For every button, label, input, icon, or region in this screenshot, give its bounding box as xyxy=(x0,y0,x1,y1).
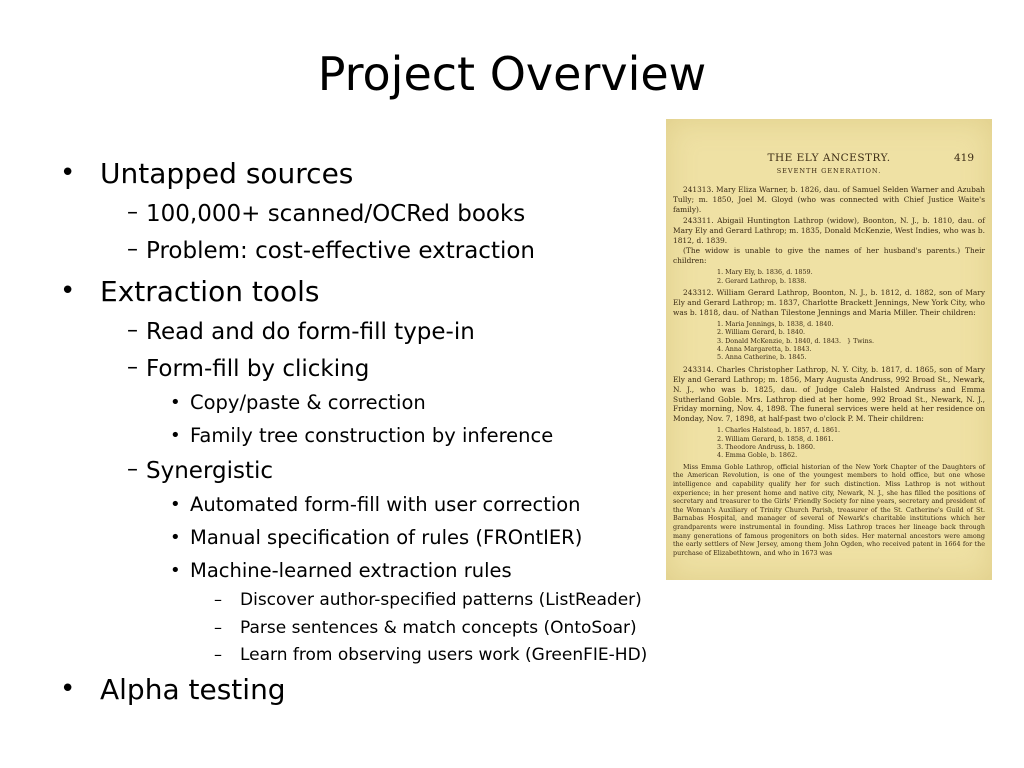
bullet-marker: • xyxy=(60,158,76,188)
bullet-extraction-tools: Extraction tools xyxy=(100,275,320,308)
child-entry: 4. Emma Goble, b. 1862. xyxy=(717,451,798,460)
bullet-family-tree: Family tree construction by inference xyxy=(190,424,554,447)
book-note-paragraph: Miss Emma Goble Lathrop, official historian of the New York Chapter of the Daughters of the American Revolution, is one of the youngest members to hold office, but one whose intelligence and capability qualify her for such distinction. Miss Lathrop is not without experience; in her present home and native city, Newark, N. J., she has filled the positions of secretary and treasurer to the Girls' Friendly Society for nine years, secretary and president of the Woman's Auxiliary of Trinity Church Parish, treasurer of the St. Catherine's Guild of St. Barnabas Hospital, and manager of several of Newark's charitable institutions which her grandparents were instrumental in founding. Miss Lathrop traces her lineage back through many generations of famous progenitors on both sides. Her maternal ancestors were among the early settlers of New Jersey, among them John Ogden, who received patent in 1664 for the purchase of Elizabethtown, and who in 1673 was xyxy=(673,462,985,557)
child-entry: 4. Anna Margaretta, b. 1843. xyxy=(717,345,812,353)
child-entry: 2. Gerard Lathrop, b. 1838. xyxy=(717,276,807,285)
child-entry: 3. Donald McKenzie, b. 1840, d. 1843. xyxy=(717,336,841,345)
children-list xyxy=(717,320,985,362)
bullet-marker: • xyxy=(60,674,76,704)
bullet-read-form-fill: Read and do form-fill type-in xyxy=(146,319,475,345)
child-entry: 1. Charles Halstead, b. 1857, d. 1861. xyxy=(717,426,841,435)
dash-marker: – xyxy=(127,237,138,262)
book-page-number: 419 xyxy=(953,152,974,164)
bullet-synergistic: Synergistic xyxy=(146,458,274,484)
twins-note: } Twins. xyxy=(847,336,875,345)
book-paragraph: 243311. Abigail Huntington Lathrop (widow), Boonton, N. J., b. 1810, dau. of Mary Ely and Gerard Lathrop; m. 1835, Donald McKenzie, West Indies, who was b. 1812, d. 1839. xyxy=(673,215,985,245)
scanned-book-page xyxy=(666,119,992,580)
bullet-parse-sentences: Parse sentences & match concepts (OntoSoar) xyxy=(240,618,637,638)
bullet-marker: • xyxy=(170,494,181,515)
bullet-marker: • xyxy=(170,560,181,581)
bullet-form-fill-clicking: Form-fill by clicking xyxy=(146,356,370,382)
dash-marker: – xyxy=(127,457,138,482)
book-page-header: THE ELY ANCESTRY. xyxy=(767,152,891,164)
bullet-manual-specification: Manual specification of rules (FROntIER) xyxy=(190,526,583,549)
dash-marker: – xyxy=(214,618,222,637)
bullet-scanned-books: 100,000+ scanned/OCRed books xyxy=(146,201,526,227)
bullet-untapped-sources: Untapped sources xyxy=(100,157,354,190)
child-entry: 1. Maria Jennings, b. 1838, d. 1840. xyxy=(717,319,834,328)
book-paragraph: 243314. Charles Christopher Lathrop, N. Y. City, b. 1817, d. 1865, son of Mary Ely and Gerard Lathrop; m. 1856, Mary Augusta Andruss, 992 Broad St., Newark, N. J., who was b. 1825, dau. of Judge Caleb Halsted Andruss and Emma Sutherland Goble. Mrs. Lathrop died at her home, 992 Broad St., Newark, N. J., Friday morning, Nov. 4, 1898. The funeral services were held at her residence on Monday, Nov. 7, 1898, at half-past two o'clock P. M. Their children: xyxy=(673,364,985,424)
dash-marker: – xyxy=(127,355,138,380)
children-list xyxy=(717,268,985,285)
slide-title: Project Overview xyxy=(317,47,707,101)
bullet-problem: Problem: cost-effective extraction xyxy=(146,238,536,264)
bullet-copy-paste: Copy/paste & correction xyxy=(190,391,426,414)
bullet-learn-from-users: Learn from observing users work (GreenFIE-HD) xyxy=(240,645,648,665)
bullet-alpha-testing: Alpha testing xyxy=(100,673,286,706)
book-page-subheader: SEVENTH GENERATION. xyxy=(776,167,882,175)
book-paragraph: 243312. William Gerard Lathrop, Boonton, N. J., b. 1812, d. 1882, son of Mary Ely and Gerard Lathrop; m. 1837, Charlotte Brackett Jennings, New York City, who was b. 1818, dau. of Nathan Tilestone Jennings and Maria Miller. Their children: xyxy=(673,288,985,317)
bullet-marker: • xyxy=(60,276,76,306)
bullet-automated-form-fill: Automated form-fill with user correction xyxy=(190,493,581,516)
child-entry: 5. Anna Catherine, b. 1845. xyxy=(717,353,807,362)
bullet-discover-patterns: Discover author-specified patterns (ListReader) xyxy=(240,590,642,610)
children-list xyxy=(717,426,985,460)
child-entry: 3. Theodore Andruss, b. 1860. xyxy=(717,443,816,452)
book-paragraph: (The widow is unable to give the names of her husband's parents.) Their children: xyxy=(673,246,985,266)
bullet-machine-learned: Machine-learned extraction rules xyxy=(190,559,512,582)
dash-marker: – xyxy=(214,590,222,609)
book-page-body xyxy=(673,185,985,557)
dash-marker: – xyxy=(127,318,138,343)
child-entry: 1. Mary Ely, b. 1836, d. 1859. xyxy=(717,268,813,277)
book-paragraph: 241313. Mary Eliza Warner, b. 1826, dau. of Samuel Selden Warner and Azubah Tully; m. 1850, Joel M. Gloyd (who was connected with Chief Justice Waite's family). xyxy=(673,185,985,214)
bullet-marker: • xyxy=(170,425,181,446)
dash-marker: – xyxy=(214,645,222,664)
bullet-marker: • xyxy=(170,392,181,413)
child-entry: 2. William Gerard, b. 1858, d. 1861. xyxy=(717,434,834,443)
dash-marker: – xyxy=(127,200,138,225)
bullet-marker: • xyxy=(170,527,181,548)
child-entry: 2. William Gerard, b. 1840. xyxy=(717,328,806,337)
